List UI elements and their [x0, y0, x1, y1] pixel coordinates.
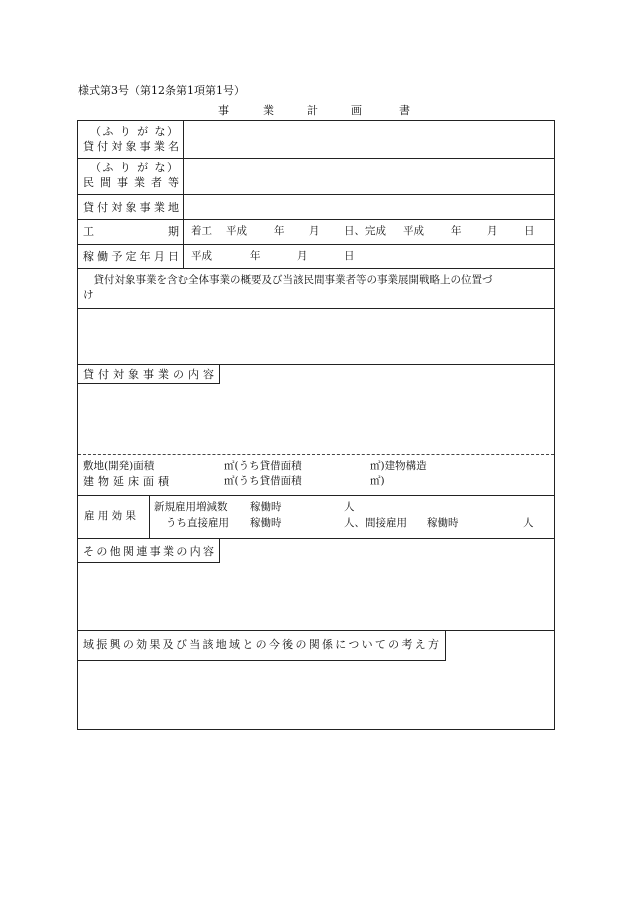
indirect-employment-label: 人、間接雇用: [344, 517, 407, 529]
floor-area-label: 建物延床面積: [83, 475, 169, 488]
operation-year: 年: [250, 250, 261, 262]
project-name-furigana: （ふ り が な）: [90, 125, 178, 138]
indirect-employment-when: 稼働時: [427, 517, 459, 529]
new-employment-unit: 人: [344, 501, 355, 513]
new-employment-label: 新規雇用増減数: [154, 501, 228, 513]
row-divider: [78, 244, 554, 245]
dashed-divider: [78, 454, 554, 455]
construction-era-2: 平成: [403, 225, 424, 237]
construction-year-2: 年: [451, 225, 462, 237]
employment-label-divider: [149, 495, 150, 538]
row-divider: [78, 158, 554, 159]
indirect-employment-unit: 人: [523, 517, 534, 529]
construction-label-b: 期: [168, 225, 179, 238]
content-section-label: 貸付対象事業の内容: [83, 368, 214, 381]
title-char-1: 事: [218, 104, 229, 117]
title-char-5: 書: [399, 104, 410, 117]
operation-date-label: 稼働予定年月日: [83, 250, 179, 263]
project-name-label: 貸付対象事業名: [83, 140, 179, 153]
positioning-text-line-2: け: [83, 289, 94, 301]
construction-start: 着工: [191, 225, 212, 237]
regional-section-label: 域振興の効果及び当該地域との今後の関係についての考え方: [83, 638, 439, 651]
construction-day-2: 日: [524, 225, 535, 237]
site-area-label: 敷地(開発)面積: [83, 460, 155, 472]
row-divider: [78, 219, 554, 220]
title-char-4: 画: [351, 104, 362, 117]
positioning-text-line-1: 貸付対象事業を含む全体事業の概要及び当該民間事業者等の事業展開戦略上の位置づ: [83, 274, 493, 286]
title-char-2: 業: [263, 104, 274, 117]
construction-era-1: 平成: [226, 225, 247, 237]
row-divider: [78, 194, 554, 195]
operation-era: 平成: [191, 250, 212, 262]
operation-day: 日: [344, 250, 355, 262]
floor-area-unit: ㎡(うち貸借面積: [224, 475, 302, 487]
direct-employment-label: うち直接雇用: [166, 517, 229, 529]
construction-month-2: 月: [487, 225, 498, 237]
row-divider: [78, 268, 554, 269]
site-area-unit-2: ㎡)建物構造: [370, 460, 427, 472]
site-label: 貸付対象事業地: [83, 201, 179, 214]
operator-label: 民間事業者等: [83, 176, 179, 189]
new-employment-when: 稼働時: [250, 501, 282, 513]
construction-day-1-completion: 日、完成: [344, 225, 386, 237]
row-divider: [78, 308, 554, 309]
operation-month: 月: [297, 250, 308, 262]
construction-year-1: 年: [274, 225, 285, 237]
employment-label: 雇 用 効 果: [84, 510, 137, 522]
title-char-3: 計: [307, 104, 318, 117]
plan-form-table: [77, 120, 555, 730]
construction-month-1: 月: [309, 225, 320, 237]
construction-label-a: 工: [83, 225, 94, 238]
direct-employment-when: 稼働時: [250, 517, 282, 529]
operator-furigana: （ふ り が な）: [90, 161, 178, 174]
label-column-divider: [183, 121, 184, 268]
form-reference: 様式第3号（第12条第1項第1号）: [78, 84, 245, 97]
site-area-unit: ㎡(うち貸借面積: [224, 460, 302, 472]
related-section-label: その他関連事業の内容: [83, 545, 214, 558]
floor-area-unit-2: ㎡): [370, 475, 385, 487]
